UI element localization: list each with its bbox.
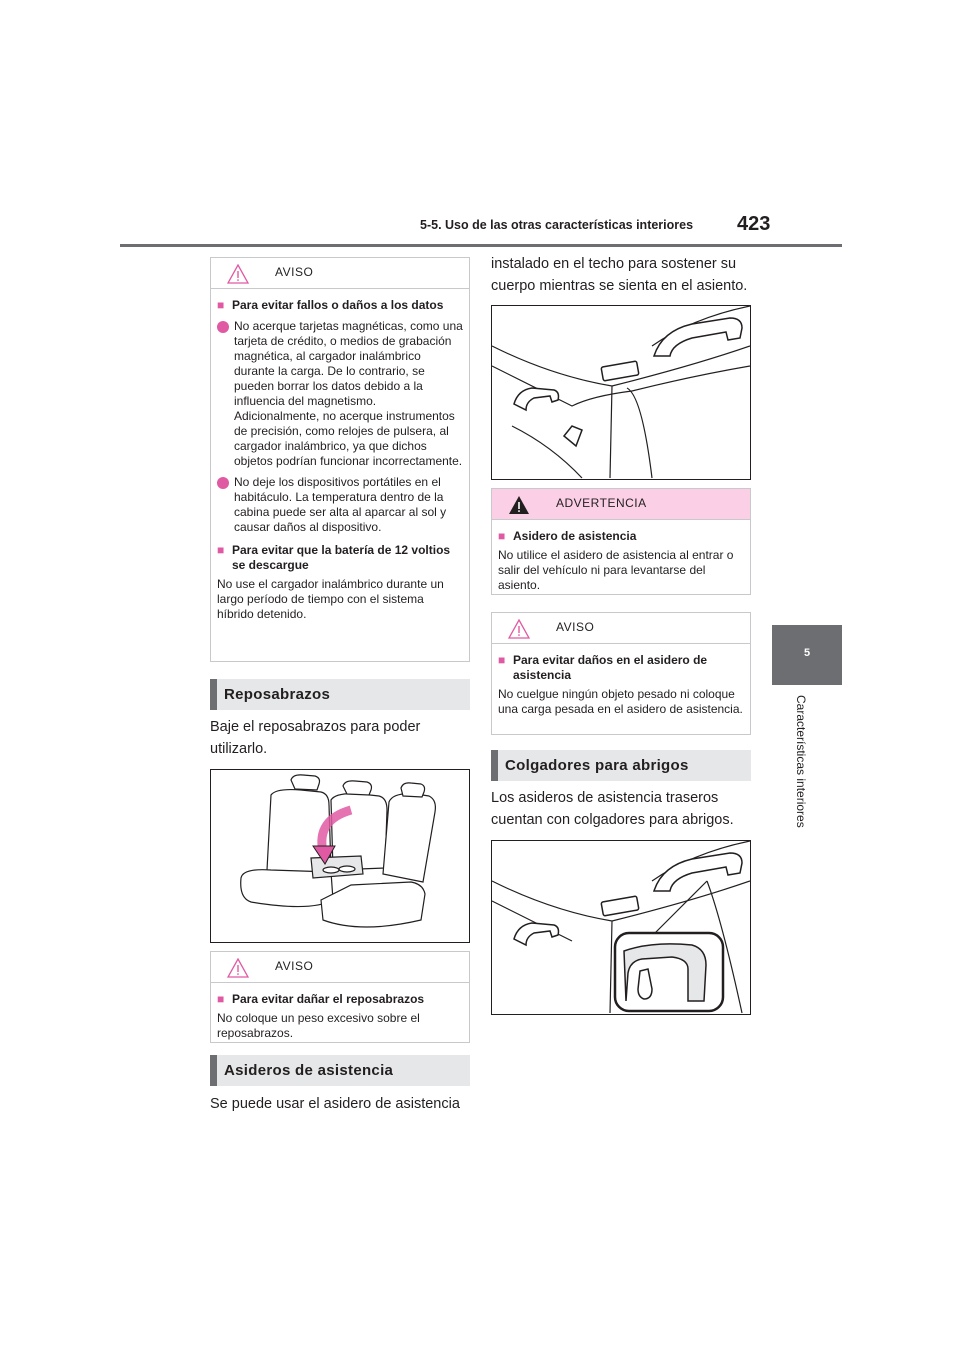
assist-grip-figure <box>492 306 750 479</box>
warning-box <box>491 488 751 595</box>
notice-header <box>211 258 469 289</box>
asideros-text-a: Se puede usar el asidero de asistencia <box>210 1096 460 1112</box>
square-bullet-icon: ■ <box>217 298 225 312</box>
square-bullet-icon: ■ <box>498 529 506 543</box>
warning-text: No utilice el asidero de asistencia al entrar o salir del vehículo ni para levantarse del asiento. <box>498 548 734 592</box>
section-title-colgadores: Colgadores para abrigos <box>491 750 751 781</box>
notice-bullet: No acerque tarjetas magnéticas, como una tarjeta de crédito, o medios de grabación magnética, al cargador inalámbrico durante la carga. De lo contrario, se pueden borrar los datos debido a la influencia del magnetismo. Adicionalmente, no acerque instrumentos de precisión, como relojes de pulsera, al cargador inalámbrico, ya que dichos objetos podrían funcionar incorrectamente. <box>234 319 463 468</box>
notice-text: No use el cargador inalámbrico durante un largo período de tiempo con el sistema híbrido detenido. <box>217 577 444 621</box>
square-bullet-icon: ■ <box>217 992 225 1006</box>
page-number: 423 <box>737 213 771 235</box>
square-bullet-icon: ■ <box>498 653 506 667</box>
coat-hook-figure <box>492 841 750 1014</box>
notice-heading: Para evitar fallos o daños a los datos <box>232 298 444 312</box>
warning-triangle-icon <box>508 495 530 515</box>
caution-triangle-icon <box>508 619 530 639</box>
chapter-number: 5 <box>803 647 811 659</box>
armrest-illustration <box>210 769 470 943</box>
caution-triangle-icon <box>227 958 249 978</box>
rear-seat-armrest-figure <box>211 770 469 942</box>
reposabrazos-text: Baje el reposabrazos para poder utilizarlo. <box>210 719 421 757</box>
round-bullet-icon <box>217 477 229 489</box>
notice-title: AVISO <box>275 265 314 279</box>
notice-heading: Para evitar daños en el asidero de asistencia <box>513 653 708 682</box>
header-rule <box>120 244 842 247</box>
notice-box-3 <box>491 612 751 735</box>
notice-title: AVISO <box>275 959 314 973</box>
chapter-label <box>794 695 816 855</box>
warning-header <box>492 489 750 520</box>
notice-text: No coloque un peso excesivo sobre el reposabrazos. <box>217 1011 420 1040</box>
assist-grip-illustration <box>491 305 751 480</box>
notice-header <box>211 952 469 983</box>
section-title-reposabrazos: Reposabrazos <box>210 679 470 710</box>
warning-heading: Asidero de asistencia <box>513 529 637 543</box>
notice-bullet: No deje los dispositivos portátiles en el habitáculo. La temperatura dentro de la cabina puede ser alta al aparcar al sol y causar daños al dispositivo. <box>234 475 447 534</box>
section-title-asideros: Asideros de asistencia <box>210 1055 470 1086</box>
notice-heading: Para evitar que la batería de 12 voltios se descargue <box>232 543 451 572</box>
caution-triangle-icon <box>227 264 249 284</box>
round-bullet-icon <box>217 321 229 333</box>
chapter-label-text: Características interiores <box>794 695 808 828</box>
notice-text: No cuelgue ningún objeto pesado ni coloque una carga pesada en el asidero de asistencia. <box>498 687 743 716</box>
running-header: 5-5. Uso de las otras características interiores <box>420 218 694 232</box>
colgadores-text: Los asideros de asistencia traseros cuentan con colgadores para abrigos. <box>491 790 734 828</box>
coat-hook-illustration <box>491 840 751 1015</box>
square-bullet-icon: ■ <box>217 543 225 557</box>
warning-title: ADVERTENCIA <box>556 496 647 510</box>
notice-title: AVISO <box>556 620 595 634</box>
notice-box-1 <box>210 257 470 662</box>
notice-header <box>492 613 750 644</box>
notice-box-2 <box>210 951 470 1043</box>
notice-heading: Para evitar dañar el reposabrazos <box>232 992 425 1006</box>
asideros-text-b: instalado en el techo para sostener su cuerpo mientras se sienta en el asiento. <box>491 256 748 294</box>
